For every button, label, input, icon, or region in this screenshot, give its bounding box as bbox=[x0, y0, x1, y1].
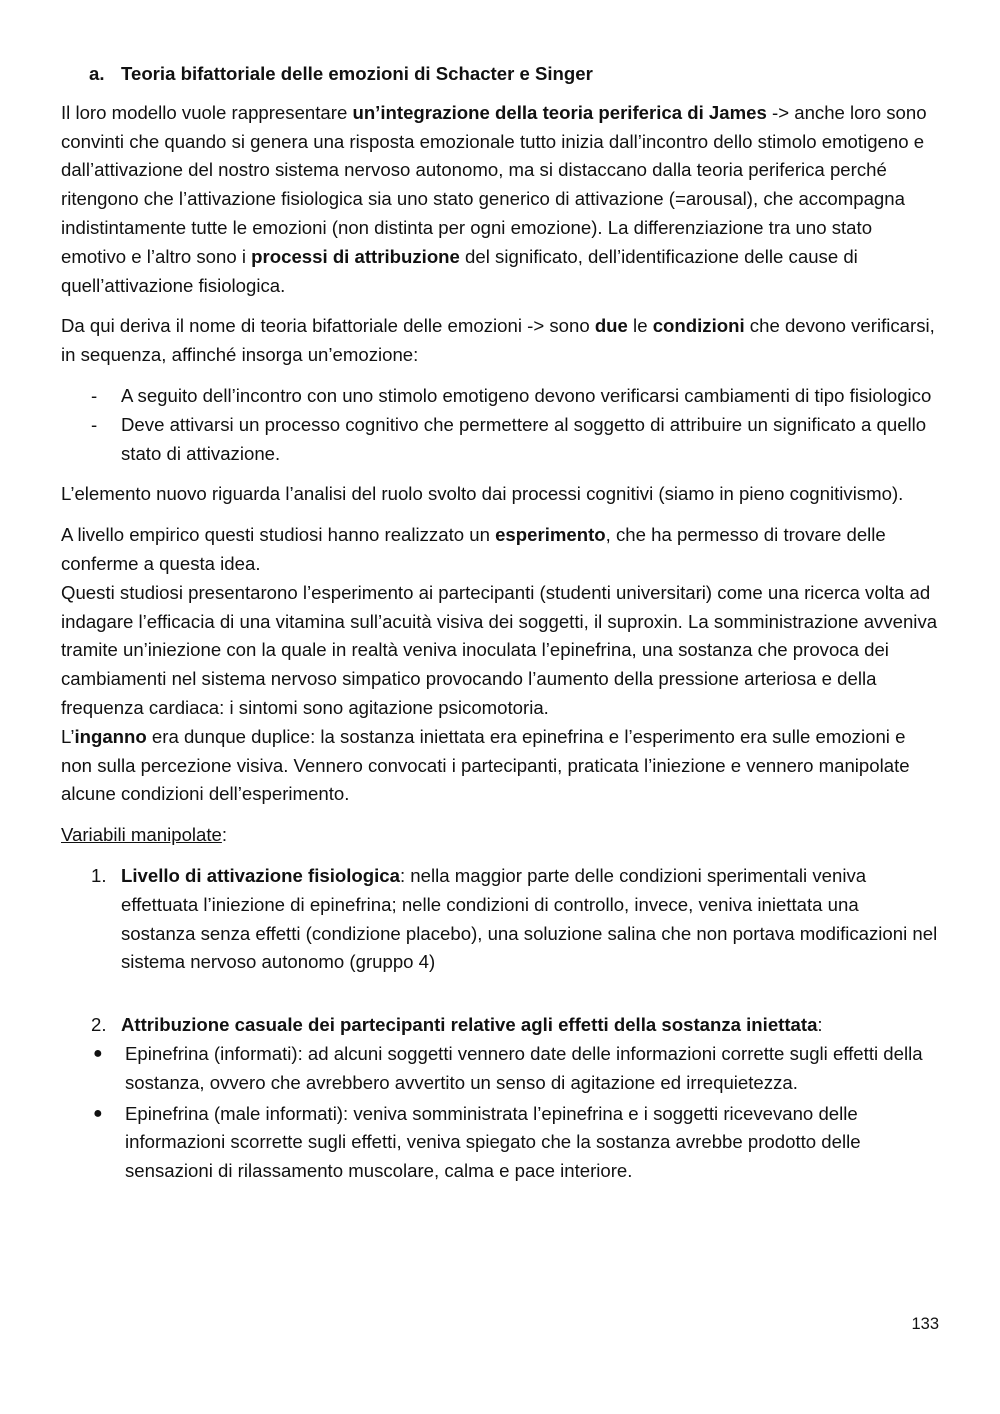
text-run: Questi studiosi presentarono l’esperimento ai partecipanti (studenti universitari) come una ricerca volta ad indagare l’efficacia di una vitamina sull’acuità visiva dei soggetti, il suproxin. La somministrazione avveniva tramite un’iniezione con la quale in realtà veniva inoculata l’epinefrina, una sostanza che provoca dei cambiamenti nel sistema nervoso simpatico provocando l’aumento della pressione arteriosa e della frequenza cardiaca: i sintomi sono agitazione psicomotoria. bbox=[61, 581, 938, 718]
dash-marker: - bbox=[91, 413, 98, 435]
paragraph-new-element: L’elemento nuovo riguarda l’analisi del ruolo svolto dai processi cognitivi (siamo in pieno cognitivismo). bbox=[61, 483, 904, 505]
text-run: : nella maggior parte delle condizioni sperimentali veniva effettuata l’iniezione di epinefrina; nelle condizioni di controllo, invece, veniva iniettata una sostanza senza effetti (condizione placebo), una soluzione salina che non portava modificazioni nel sistema nervoso autonomo (gruppo 4) bbox=[121, 864, 938, 973]
text-run: Il loro modello vuole rappresentare bbox=[61, 101, 353, 123]
list-item-text: A seguito dell’incontro con uno stimolo emotigeno devono verificarsi cambiamenti di tipo fisiologico bbox=[121, 384, 932, 406]
bold-run: due bbox=[594, 315, 628, 337]
bold-run: inganno bbox=[74, 725, 147, 747]
section-heading bbox=[61, 60, 938, 89]
paragraph-experiment bbox=[61, 521, 938, 809]
bold-run: esperimento bbox=[495, 524, 606, 546]
heading-marker: a. bbox=[89, 63, 105, 84]
list-item-text bbox=[121, 1011, 823, 1040]
bold-run: un’integrazione della teoria periferica di James bbox=[352, 101, 767, 123]
list-item-text: Deve attivarsi un processo cognitivo che permettere al soggetto di attribuire un significato a quello stato di attivazione. bbox=[121, 413, 927, 464]
list-item-text: Epinefrina (male informati): veniva somministrata l’epinefrina e i soggetti ricevevano delle informazioni scorrette sugli effetti, veniva spiegato che la sostanza avrebbe prodotto delle sensazioni di rilassamento muscolare, calma e pace interiore. bbox=[125, 1102, 861, 1182]
text-run: del significato, dell’identificazione delle cause di quell’attivazione fisiologica. bbox=[61, 245, 858, 296]
list-item bbox=[61, 1100, 938, 1186]
list-item bbox=[61, 1040, 938, 1098]
list-item-text: Epinefrina (informati): ad alcuni soggetti vennero date delle informazioni corrette sugli effetti della sostanza, ovvero che avrebbero avvertito un senso di agitazione ed irrequietezza. bbox=[125, 1042, 923, 1093]
paragraph-two-conditions bbox=[61, 312, 938, 370]
numbered-item-2 bbox=[61, 1011, 938, 1040]
page-number: 133 bbox=[911, 1315, 939, 1333]
list-item bbox=[61, 411, 938, 469]
text-run: Da qui deriva il nome di teoria bifattoriale delle emozioni -> sono bbox=[61, 315, 595, 337]
text-run: che devono verificarsi, in sequenza, affinché insorga un’emozione: bbox=[61, 315, 935, 366]
text-run: L’ bbox=[61, 725, 75, 747]
text-run: , che ha permesso di trovare delle conferme a questa idea. bbox=[61, 524, 886, 574]
numbered-item-1 bbox=[61, 862, 938, 977]
bold-run: processi di attribuzione bbox=[251, 245, 460, 267]
text-run: : bbox=[221, 824, 228, 846]
bullet-list bbox=[61, 1040, 938, 1186]
underlined-label: Variabili manipolate bbox=[61, 824, 222, 846]
spacer bbox=[61, 989, 938, 1011]
bold-run: condizioni bbox=[652, 315, 745, 337]
conditions-list bbox=[61, 382, 938, 468]
text-run: A livello empirico questi studiosi hanno realizzato un bbox=[61, 524, 496, 546]
bold-run: Livello di attivazione fisiologica bbox=[121, 864, 400, 886]
text-run: era dunque duplice: la sostanza iniettata era epinefrina e l’esperimento era sulle emozioni e non sulla percezione visiva. Vennero convocati i partecipanti, praticata l’iniezione e vennero manipolate alcune condizioni dell’esperimento. bbox=[61, 725, 910, 805]
list-item bbox=[61, 382, 938, 411]
list-item bbox=[61, 862, 938, 977]
bullet-icon: ● bbox=[93, 1044, 103, 1062]
paragraph-intro bbox=[61, 99, 938, 301]
text-run: : bbox=[817, 1014, 823, 1036]
text-run: -> anche loro sono convinti che quando si genera una risposta emozionale tutto inizia dall’incontro dello stimolo emotigeno e dall’attivazione del nostro sistema nervoso autonomo, ma si distaccano dalla teoria periferica perché ritengono che l’attivazione fisiologica sia uno stato generico di attivazione (=arousal), che accompagna indistintamente tutte le emozioni (non distinta per ogni emozione). La differenziazione tra uno stato emotivo e l’altro sono i bbox=[61, 101, 927, 267]
number-marker: 2. bbox=[91, 1014, 107, 1036]
text-run: le bbox=[627, 315, 653, 337]
heading-title: Teoria bifattoriale delle emozioni di Schacter e Singer bbox=[121, 63, 593, 84]
list-item-text bbox=[121, 862, 938, 977]
number-marker: 1. bbox=[91, 864, 107, 886]
bold-run: Attribuzione casuale dei partecipanti relative agli effetti della sostanza iniettata bbox=[121, 1014, 818, 1036]
variables-label bbox=[61, 821, 938, 850]
bullet-icon: ● bbox=[93, 1104, 103, 1122]
list-item bbox=[61, 1011, 938, 1040]
dash-marker: - bbox=[91, 384, 98, 406]
